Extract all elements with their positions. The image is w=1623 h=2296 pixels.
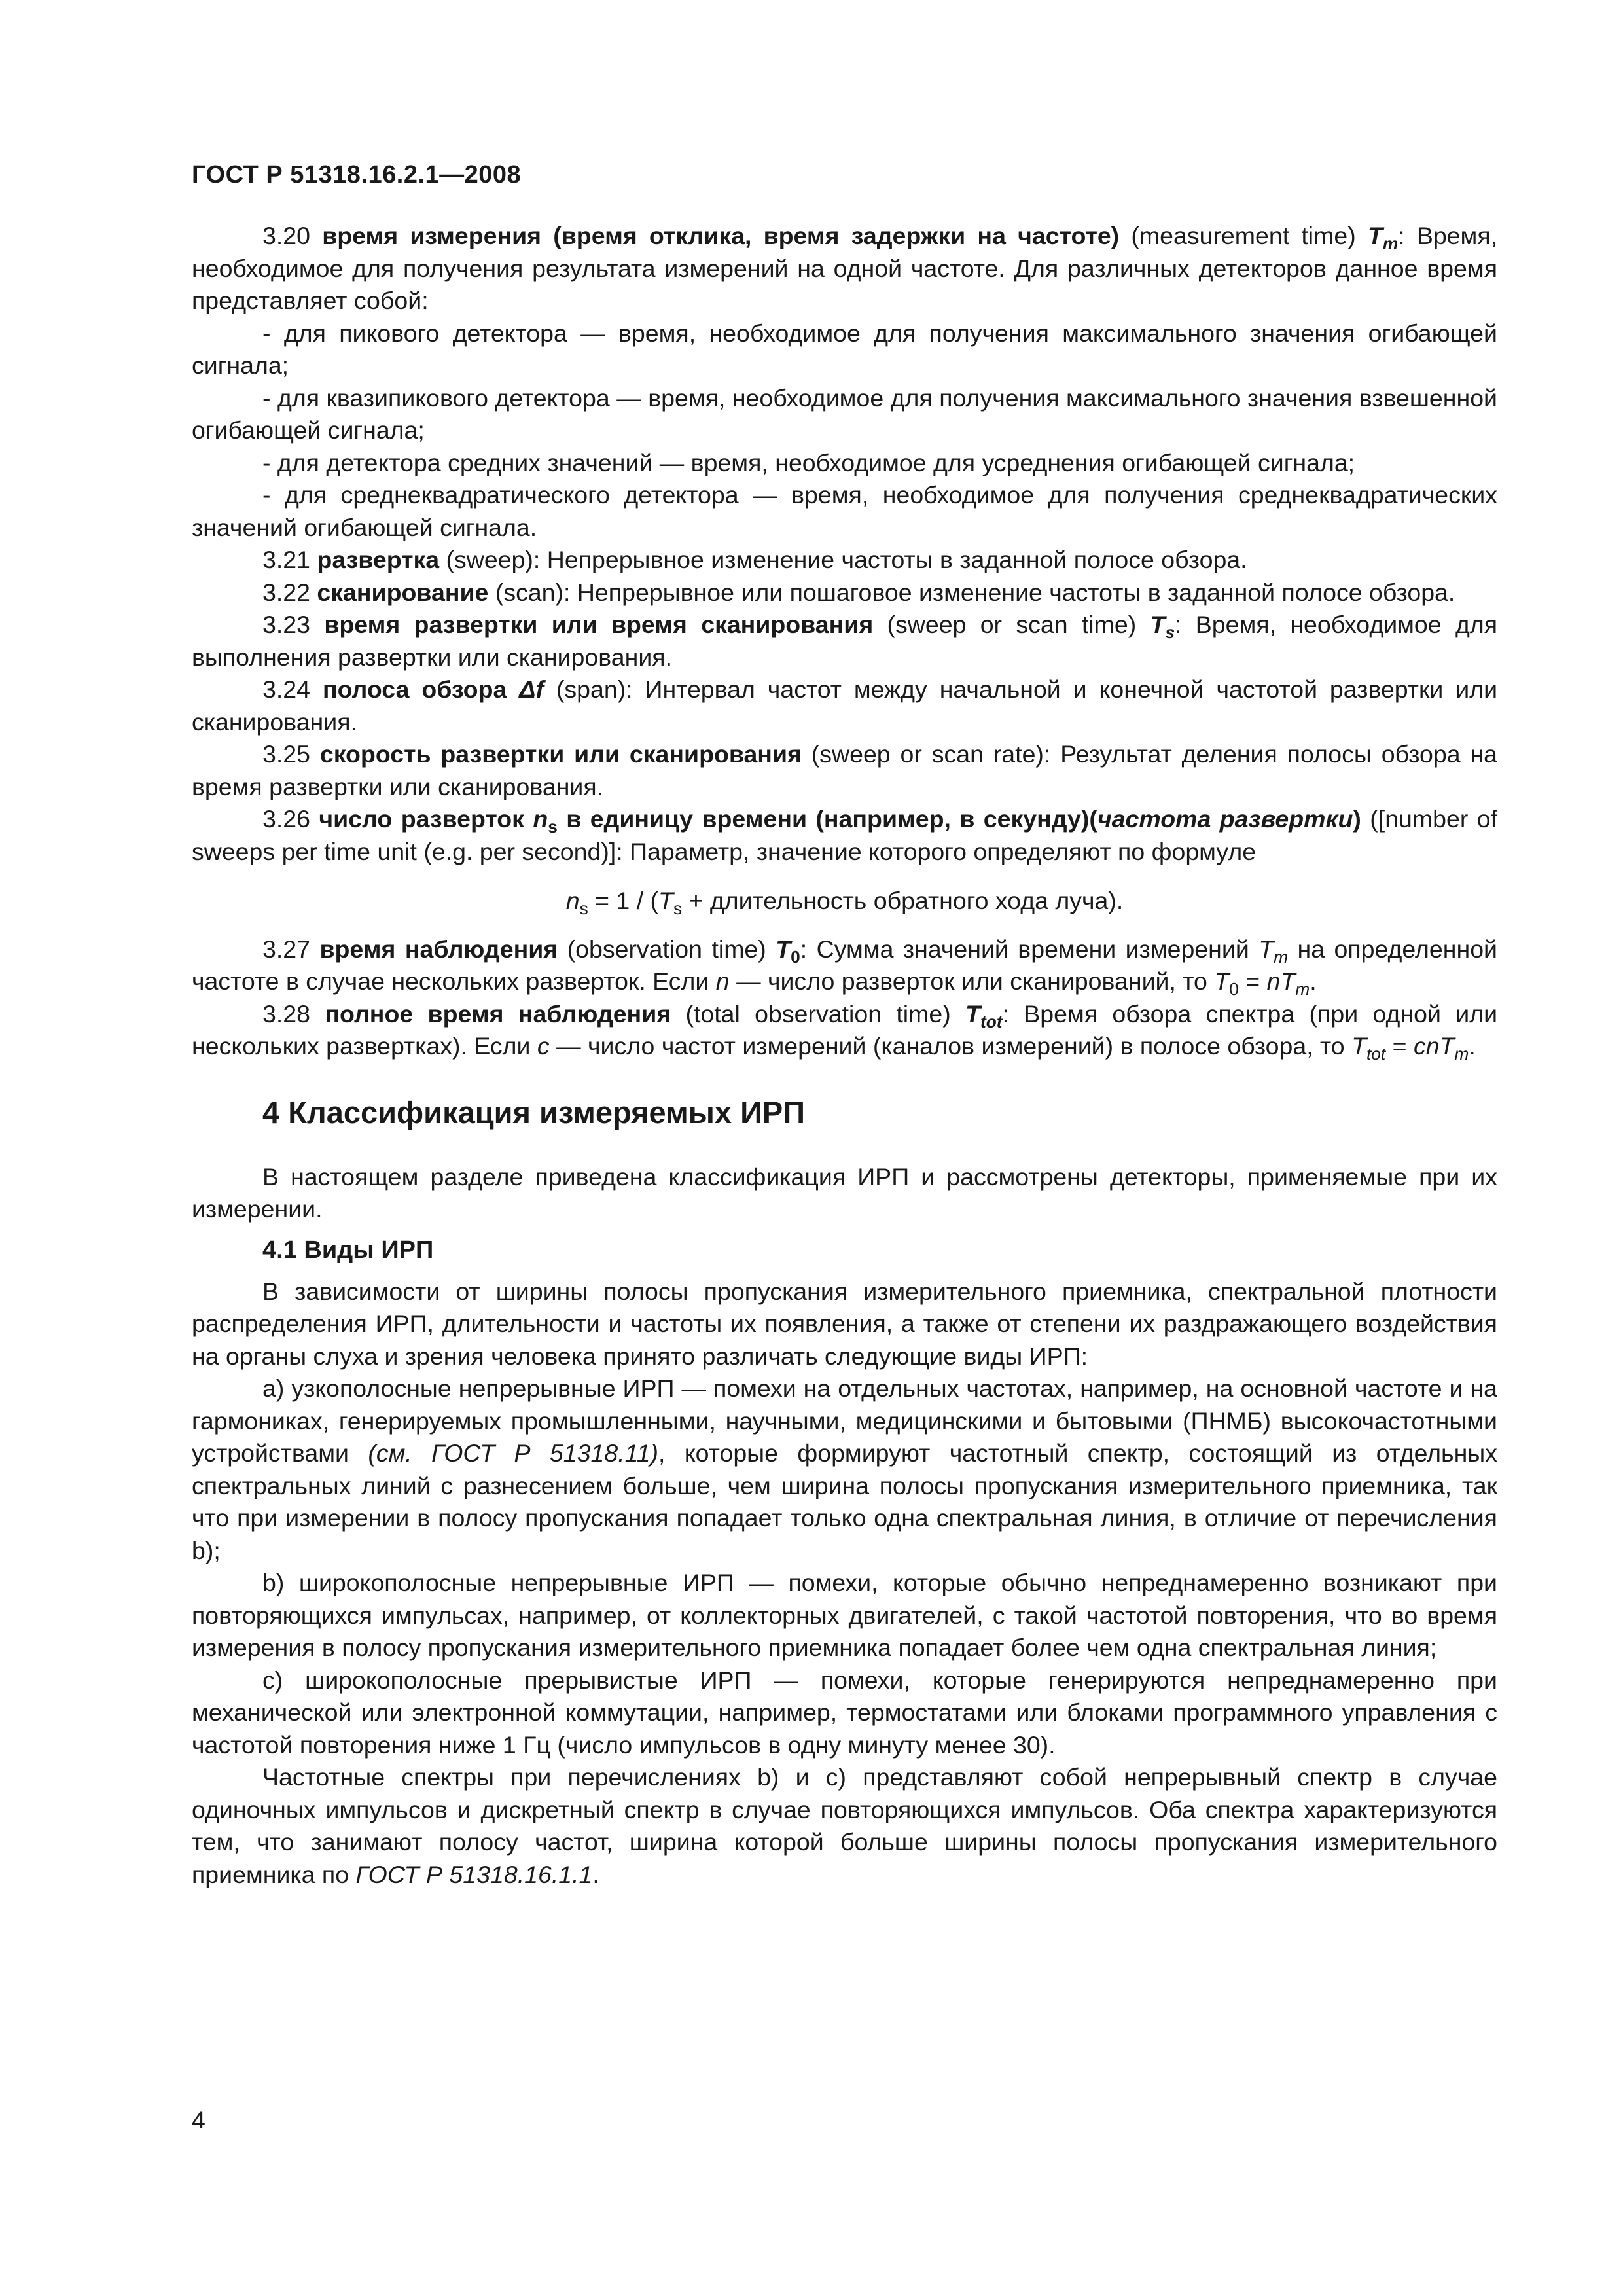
definition-3-20: 3.20 время измерения (время отклика, время задержки на частоте) (measurement time) $T_m$: Время, необходимое для получения результата измерений на одной частоте. Для различных детекторов данное время представляет собой: [192,222,1498,314]
document-body [192,220,1497,1891]
section-intro: В настоящем разделе приведена классификация ИРП и рассмотрены детекторы, применяемые при их измерении. [192,1162,1497,1223]
list-item-a: а) узкополосные непрерывные ИРП — помехи на отдельных частотах, например, на основной частоте и на гармониках, генерируемых промышленными, научными, медицинскими и бытовыми (ПНМБ) высокочастотными устройствами (см. ГОСТ Р 51318.11), которые формируют частотный спектр, состоящий из отдельных спектральных линий с разнесением больше, чем ширина полосы пропускания измерительного приемника, так что при измерении в полосу пропускания попадает только одна спектральная линия, в отличие от перечисления b); [192,1374,1498,1564]
subsection-intro: В зависимости от ширины полосы пропускания измерительного приемника, спектральной плотности распределения ИРП, длительности и частоты их появления, а также от степени их раздражающего воздействия на органы слуха и зрения человека принято различать следующие виды ИРП: [192,1277,1497,1370]
definition-3-24: 3.24 полоса обзора Δf (span): Интервал частот между начальной и конечной частотой развертки или сканирования. [192,675,1498,736]
definition-3-28: 3.28 полное время наблюдения (total observation time) $T_{tot}$: Время обзора спектра (при одной или нескольких развертках). Если c — число частот измерений (каналов измерений) в полосе обзора, то $T_{tot} = cnT_m$. [192,999,1498,1064]
list-item: - для детектора средних значений — время, необходимое для усреднения огибающей сигнала; [262,448,1355,476]
definition-3-27: 3.27 время наблюдения (observation time) $T_0$: Сумма значений времени измерений $T_m$ на определенной частоте в случае нескольких разверток. Если n — число разверток или сканирований, то $T_0 = nT_m$. [192,935,1497,999]
list-item-b: b) широкополосные непрерывные ИРП — помехи, которые обычно непреднамеренно возникают при повторяющихся импульсах, например, от коллекторных двигателей, с такой частотой повторения, что во время измерения в полосу пропускания измерительного приемника попадает более чем одна спектральная линия; [192,1569,1497,1661]
subsection-heading: 4.1 Виды ИРП [262,1236,434,1264]
list-item-c: c) широкополосные прерывистые ИРП — помехи, которые генерируются непреднамеренно при механической или электронной коммутации, например, термостатами или блоками программного управления с частотой повторения ниже 1 Гц (число импульсов в одну минуту менее 30). [192,1666,1497,1759]
page-number: 4 [192,2106,205,2134]
definition-3-21: 3.21 развертка (sweep): Непрерывное изменение частоты в заданной полосе обзора. [262,546,1247,573]
formula-sweep-count: $n_s = 1 / (T_s$ + длительность обратного хода луча). [565,887,1124,918]
section-heading: 4 Классификация измеряемых ИРП [262,1094,806,1130]
definition-3-22: 3.22 сканирование (scan): Непрерывное или пошаговое изменение частоты в заданной полосе обзора. [262,578,1455,606]
list-item: - для квазипикового детектора — время, необходимое для получения максимального значения взвешенной огибающей сигнала; [192,384,1497,444]
definition-3-23: 3.23 время развертки или время сканирования (sweep or scan time) $T_s$: Время, необходимое для выполнения развертки или сканирования. [192,611,1498,671]
document-header: ГОСТ Р 51318.16.2.1—2008 [192,161,522,188]
definition-3-26: 3.26 число разверток $n_s$ в единицу времени (например, в секунду)(частота развертки) ([number of sweeps per time unit (e.g. per second)]: Параметр, значение которого определяют по формуле [192,805,1497,865]
definition-3-25: 3.25 скорость развертки или сканирования (sweep or scan rate): Результат деления полосы обзора на время развертки или сканирования. [192,740,1498,800]
list-item: - для среднеквадратического детектора — время, необходимое для получения среднеквадратических значений огибающей сигнала. [192,481,1497,541]
closing-paragraph: Частотные спектры при перечислениях b) и c) представляют собой непрерывный спектр в случае одиночных импульсов и дискретный спектр в случае повторяющихся импульсов. Оба спектра характеризуются тем, что занимают полосу частот, ширина которой больше ширины полосы пропускания измерительного приемника по ГОСТ Р 51318.16.1.1. [192,1763,1497,1888]
term: время измерения (время отклика, время задержки на частоте) [322,222,1120,249]
list-item: - для пикового детектора — время, необходимое для получения максимального значения огибающей сигнала; [192,319,1497,379]
